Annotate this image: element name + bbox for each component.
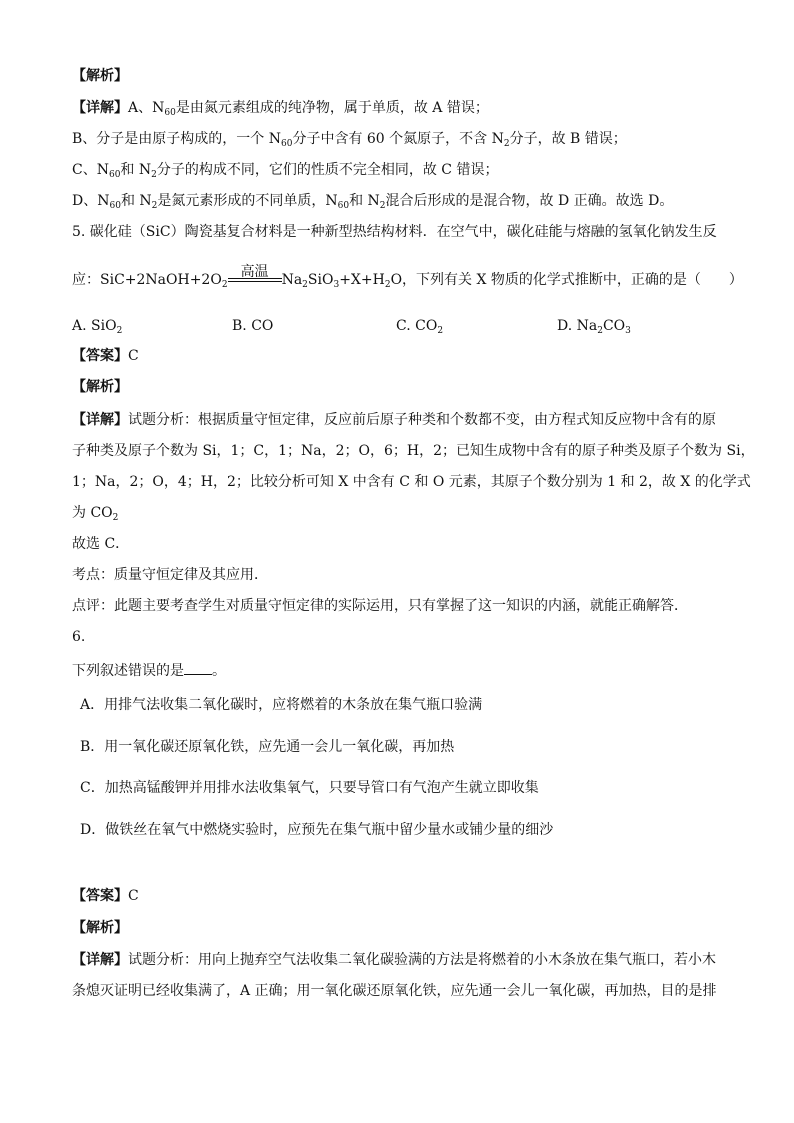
detail-line-1: 【详解】A、$N_{60}$是由氮元素组成的纯净物，属于单质，故 A 错误；: [72, 100, 489, 118]
q5-option-b: B. CO: [232, 318, 274, 334]
detail-line-2: B、分子是由原子构成的，一个 $N_{60}$分子中含有 60 个氮原子，不含 $N_2$分子，故 B 错误；: [72, 131, 627, 149]
analysis-heading: 【解析】: [72, 68, 128, 84]
q5-analysis-heading: 【解析】: [72, 379, 128, 395]
q5-detail-line-6: 考点：质量守恒定律及其应用．: [72, 567, 268, 583]
q5-detail-line-5: 故选 C．: [72, 536, 130, 552]
q6-option-d: D．做铁丝在氧气中燃烧实验时，应预先在集气瓶中留少量水或铺少量的细沙: [80, 822, 554, 838]
q6-option-a: A．用排气法收集二氧化碳时，应将燃着的木条放在集气瓶口验满: [80, 697, 483, 713]
detail-line-3: C、$N_{60}$和 $N_2$分子的构成不同，它们的性质不完全相同，故 C 错误；: [72, 162, 499, 180]
q5-detail-line-2: 子种类及原子个数为 Si，1；C，1；Na，2；O，6；H，2；已知生成物中含有的原子种类及原子个数为 Si，: [72, 443, 755, 459]
detail-line-4: D、$N_{60}$和 $N_2$是氮元素形成的不同单质，$N_{60}$和 $N_2$混合后形成的是混合物，故 D 正确。故选 D。: [72, 193, 674, 211]
q5-option-a: A. SiO$_2$: [72, 318, 123, 336]
q6-option-c: C．加热高锰酸钾并用排水法收集氧气，只要导管口有气泡产生就立即收集: [80, 780, 539, 796]
q6-stem: 下列叙述错误的是 。: [72, 660, 226, 681]
q5-answer: 【答案】C: [72, 348, 139, 364]
q5-stem-line-1: 5. 碳化硅（SiC）陶瓷基复合材料是一种新型热结构材料．在空气中，碳化硅能与熔融的氢氧化钠发生反: [72, 224, 717, 240]
q6-detail-line-2: 条熄灭证明已经收集满了，A 正确；用一氧化碳还原氧化铁，应先通一会儿一氧化碳，再加热，目的是排: [72, 983, 717, 999]
q5-detail-line-4: 为 $CO_2$: [72, 505, 119, 523]
q5-detail-line-3: 1；Na，2；O，4；H，2；比较分析可知 X 中含有 C 和 O 元素，其原子个数分别为 1 和 2，故 X 的化学式: [72, 474, 751, 490]
q5-detail-line-1: 【详解】试题分析：根据质量守恒定律，反应前后原子种类和个数都不变，由方程式知反应物中含有的原: [72, 412, 716, 428]
q6-option-b: B．用一氧化碳还原氧化铁，应先通一会儿一氧化碳，再加热: [80, 739, 455, 755]
q6-answer: 【答案】C: [72, 888, 139, 904]
q5-option-c: C. $CO_2$: [396, 318, 444, 336]
q5-option-d: D. $Na_2CO_3$: [557, 318, 631, 336]
q5-detail-line-7: 点评：此题主要考查学生对质量守恒定律的实际运用，只有掌握了这一知识的内涵，就能正确解答．: [72, 598, 688, 614]
q6-number: 6.: [72, 629, 86, 645]
q5-stem-line-2: 应：$SiC+2NaOH+2O_2$ 高温 $Na_2SiO_3+X+H_2O$，下列有关 X 物质的化学式推断中，正确的是（ ）: [72, 264, 743, 290]
q6-detail-line-1: 【详解】试题分析：用向上抛弃空气法收集二氧化碳验满的方法是将燃着的小木条放在集气瓶口，若小木: [72, 952, 716, 968]
answer-blank: [184, 660, 212, 675]
q6-analysis-heading: 【解析】: [72, 920, 128, 936]
